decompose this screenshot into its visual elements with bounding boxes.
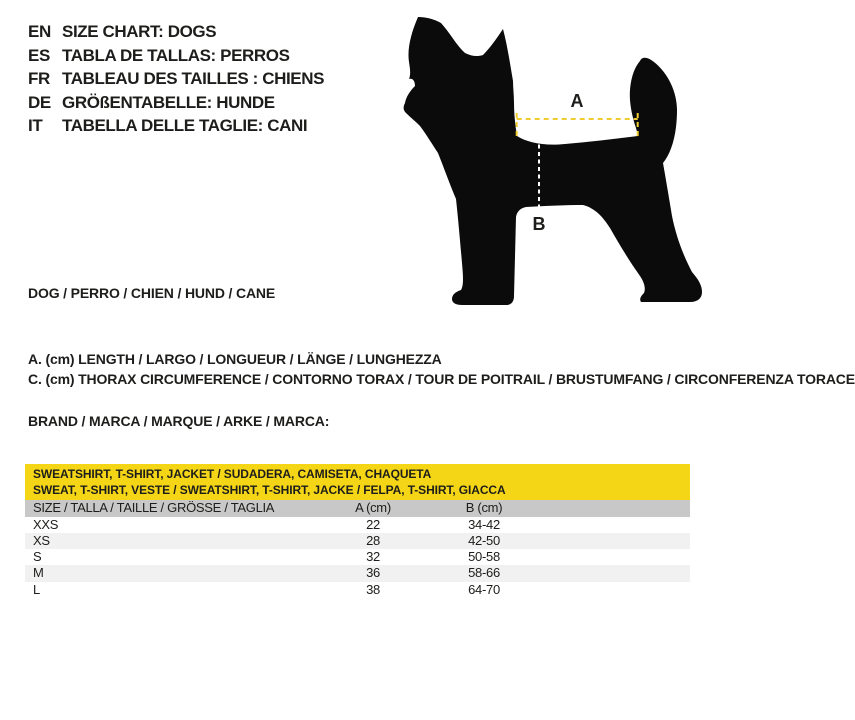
lang-code: FR: [28, 69, 50, 88]
header-spacer: [530, 500, 690, 517]
cell-a: 38: [366, 581, 380, 597]
lang-code: IT: [28, 116, 43, 135]
table-row: [25, 533, 690, 549]
cell-size: XS: [33, 532, 50, 548]
lang-title: TABLA DE TALLAS: PERROS: [62, 45, 290, 65]
lang-row-es: [28, 44, 324, 68]
cell-size: XXS: [33, 516, 59, 532]
marker-a-label: A: [570, 91, 584, 111]
cell-a: 28: [366, 532, 380, 548]
table-row: [25, 517, 690, 533]
measurement-c-description: C. (cm) THORAX CIRCUMFERENCE / CONTORNO TORAX / TOUR DE POITRAIL / BRUSTUMFANG / CIRCONFERENZA TORACE: [28, 371, 855, 387]
dog-silhouette: [404, 17, 702, 305]
lang-code: EN: [28, 22, 51, 41]
animal-label: DOG / PERRO / CHIEN / HUND / CANE: [28, 285, 276, 301]
cell-a: 36: [366, 565, 380, 581]
cell-b: 58-66: [468, 565, 500, 581]
header-a-cm: A (cm): [355, 500, 391, 515]
lang-code: DE: [28, 92, 51, 112]
table-header-row: [25, 500, 690, 517]
lang-code: ES: [28, 45, 50, 65]
marker-b-label: B: [532, 214, 546, 234]
lang-title: SIZE CHART: DOGS: [62, 22, 217, 41]
cell-a: 32: [366, 549, 380, 565]
lang-row-it: [28, 114, 324, 138]
cell-b: 34-42: [468, 516, 500, 532]
table-row: [25, 582, 690, 598]
garment-banner-line2: SWEAT, T-SHIRT, VESTE / SWEATSHIRT, T-SHIRT, JACKE / FELPA, T-SHIRT, GIACCA: [33, 483, 506, 497]
dog-measurement-diagram: [395, 5, 715, 315]
lang-title: TABLEAU DES TAILLES : CHIENS: [62, 69, 325, 88]
size-table: [25, 464, 690, 598]
table-row: [25, 565, 690, 581]
lang-title: GRÖßENTABELLE: HUNDE: [62, 92, 275, 112]
garment-banner-line1: SWEATSHIRT, T-SHIRT, JACKET / SUDADERA, CAMISETA, CHAQUETA: [33, 467, 432, 481]
measurement-a-description: A. (cm) LENGTH / LARGO / LONGUEUR / LÄNGE / LUNGHEZZA: [28, 351, 442, 367]
lang-row-en: [28, 20, 324, 44]
cell-size: S: [33, 549, 42, 565]
cell-a: 22: [366, 516, 380, 532]
garment-banner: [25, 464, 690, 500]
lang-title: TABELLA DELLE TAGLIE: CANI: [62, 116, 308, 135]
lang-row-fr: [28, 67, 324, 91]
table-row: [25, 549, 690, 565]
header-size: SIZE / TALLA / TAILLE / GRÖSSE / TAGLIA: [33, 500, 275, 515]
cell-b: 42-50: [468, 532, 500, 548]
header-b-cm: B (cm): [465, 500, 503, 515]
cell-b: 64-70: [468, 581, 500, 597]
language-list: [28, 20, 324, 138]
lang-row-de: [28, 91, 324, 115]
brand-label: BRAND / MARCA / MARQUE / ARKE / MARCA:: [28, 413, 330, 429]
cell-size: M: [33, 565, 44, 581]
cell-size: L: [33, 581, 40, 597]
cell-b: 50-58: [468, 549, 500, 565]
